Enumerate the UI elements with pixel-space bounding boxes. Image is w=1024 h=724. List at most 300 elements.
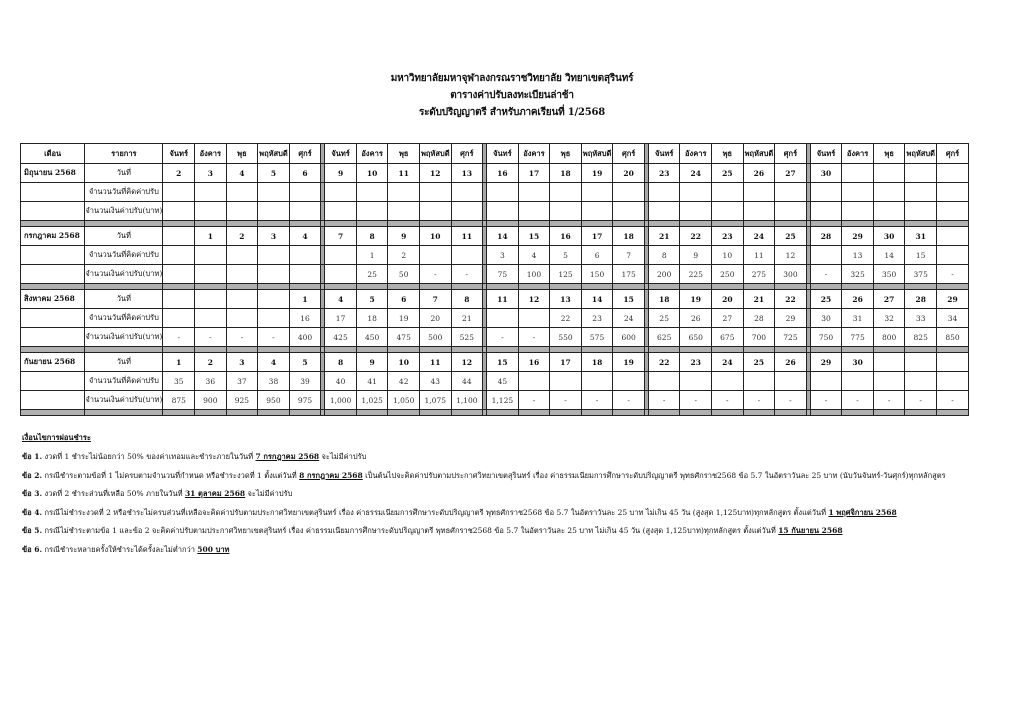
fine-amount-cell: 200 — [648, 265, 680, 284]
date-cell: 25 — [775, 227, 807, 246]
date-cell: 23 — [712, 227, 744, 246]
date-cell — [258, 290, 290, 309]
row-label: จำนวนวันที่คิดค่าปรับ — [85, 309, 163, 328]
row-label: วันที่ — [85, 290, 163, 309]
gap-cell — [21, 410, 85, 416]
fine-amount-cell: - — [712, 391, 744, 410]
date-cell: 9 — [388, 227, 420, 246]
fine-days-cell: 10 — [712, 246, 744, 265]
fine-days-cell — [873, 372, 905, 391]
fine-amount-cell: - — [613, 391, 645, 410]
header-weekday: พฤหัสบดี — [581, 144, 613, 164]
row-label: จำนวนวันที่คิดค่าปรับ — [85, 183, 163, 202]
date-cell — [936, 164, 968, 183]
fine-days-cell — [905, 372, 937, 391]
month-label: สิงหาคม 2568 — [21, 290, 85, 309]
gap-cell — [581, 410, 613, 416]
date-cell — [905, 164, 937, 183]
header-weekday: จันทร์ — [163, 144, 195, 164]
date-cell: 5 — [289, 353, 321, 372]
fine-days-cell — [195, 309, 227, 328]
fine-days-cell: 19 — [388, 309, 420, 328]
row-label: จำนวนเงินค่าปรับ(บาท) — [85, 328, 163, 347]
date-cell: 25 — [712, 164, 744, 183]
fine-amount-cell: 800 — [873, 328, 905, 347]
header-weekday: ศุกร์ — [936, 144, 968, 164]
fine-days-cell: 39 — [289, 372, 321, 391]
fine-days-cell — [258, 309, 290, 328]
fine-days-cell: 42 — [388, 372, 420, 391]
date-cell — [905, 353, 937, 372]
fine-amount-cell: - — [163, 328, 195, 347]
fine-amount-cell — [226, 202, 258, 221]
fine-amount-cell — [451, 202, 483, 221]
fine-amount-cell: - — [518, 391, 550, 410]
row-dates — [21, 227, 969, 246]
date-cell: 4 — [289, 227, 321, 246]
date-cell: 16 — [487, 164, 519, 183]
fine-amount-cell: - — [810, 391, 842, 410]
row-fees — [21, 265, 969, 284]
date-cell: 3 — [258, 227, 290, 246]
fine-amount-cell: 975 — [289, 391, 321, 410]
fine-days-cell: 8 — [648, 246, 680, 265]
row-label: จำนวนเงินค่าปรับ(บาท) — [85, 391, 163, 410]
condition-text-end: จะไม่มีค่าปรับ — [245, 489, 293, 498]
fine-days-cell — [743, 183, 775, 202]
date-cell: 30 — [810, 164, 842, 183]
row-dates — [21, 164, 969, 183]
fine-days-cell — [325, 183, 357, 202]
fine-days-cell — [680, 183, 712, 202]
fine-days-cell: 34 — [936, 309, 968, 328]
fine-amount-cell: - — [258, 328, 290, 347]
header-weekday: จันทร์ — [487, 144, 519, 164]
condition-text-end: เป็นต้นไปจะคิดค่าปรับตามประกาศวิทยาเขตสุรินทร์ เรื่อง ค่าธรรมเนียมการศึกษาระดับปริญญาตรี พุทธศักราช2568 ข้อ 5.7 ในอัตราวันละ 25 บาท (นับวันจันทร์-วันศุกร์)ทุกหลักสูตร — [362, 470, 946, 480]
fine-amount-cell — [905, 202, 937, 221]
row-label: จำนวนวันที่คิดค่าปรับ — [85, 246, 163, 265]
fine-days-cell — [873, 183, 905, 202]
conditions-heading: เงื่อนไขการผ่อนชำระ — [22, 433, 91, 442]
header-weekday: อังคาร — [518, 144, 550, 164]
fine-amount-cell: 325 — [842, 265, 874, 284]
condition-item — [22, 545, 1012, 555]
header-weekday: ศุกร์ — [289, 144, 321, 164]
fine-days-cell: 12 — [775, 246, 807, 265]
date-cell: 2 — [195, 353, 227, 372]
fine-amount-cell: 1,000 — [325, 391, 357, 410]
fine-amount-cell: 500 — [419, 328, 451, 347]
gap-cell — [388, 410, 420, 416]
date-cell: 1 — [163, 353, 195, 372]
fine-amount-cell — [810, 202, 842, 221]
fine-days-cell: 26 — [680, 309, 712, 328]
fine-days-cell: 1 — [356, 246, 388, 265]
semester-title: ระดับปริญญาตรี สำหรับภาคเรียนที่ 1/2568 — [418, 107, 606, 118]
gap-cell — [226, 410, 258, 416]
fine-days-cell — [289, 183, 321, 202]
fine-days-cell: 29 — [775, 309, 807, 328]
fine-amount-cell: - — [195, 328, 227, 347]
date-cell: 29 — [810, 353, 842, 372]
header-weekday: พุธ — [550, 144, 582, 164]
fine-amount-cell — [289, 202, 321, 221]
condition-date: 500 บาท — [197, 544, 230, 554]
fine-days-cell: 9 — [680, 246, 712, 265]
date-cell: 7 — [419, 290, 451, 309]
fine-days-cell — [419, 246, 451, 265]
date-cell: 11 — [419, 353, 451, 372]
header-weekday: พฤหัสบดี — [419, 144, 451, 164]
fine-days-cell: 14 — [873, 246, 905, 265]
condition-text: กรณีชำระตามข้อที่ 1 ไม่ครบตามจำนวนที่กำหนด หรือชำระงวดที่ 1 ตั้งแต่วันที่ — [42, 470, 300, 480]
date-cell — [936, 227, 968, 246]
fine-amount-cell: 50 — [388, 265, 420, 284]
row-days — [21, 309, 969, 328]
gap-cell — [195, 410, 227, 416]
fine-amount-cell — [289, 265, 321, 284]
fine-amount-cell — [258, 265, 290, 284]
date-cell: 15 — [613, 290, 645, 309]
fine-amount-cell: 625 — [648, 328, 680, 347]
fine-amount-cell: 925 — [226, 391, 258, 410]
fine-days-cell — [842, 183, 874, 202]
month-label — [21, 183, 85, 202]
date-cell: 17 — [550, 353, 582, 372]
header-weekday: จันทร์ — [325, 144, 357, 164]
date-cell: 26 — [743, 164, 775, 183]
condition-date: 8 กรกฎาคม 2568 — [299, 470, 363, 480]
date-cell: 16 — [518, 353, 550, 372]
fine-amount-cell: - — [680, 391, 712, 410]
header-weekday: พฤหัสบดี — [905, 144, 937, 164]
gap-cell — [289, 410, 321, 416]
fine-days-cell — [163, 246, 195, 265]
fine-amount-cell: - — [419, 265, 451, 284]
row-days — [21, 372, 969, 391]
fine-days-cell — [743, 372, 775, 391]
fine-days-cell — [325, 246, 357, 265]
fine-days-cell — [775, 183, 807, 202]
fine-amount-cell: - — [775, 391, 807, 410]
date-cell: 3 — [226, 353, 258, 372]
fine-days-cell: 25 — [648, 309, 680, 328]
fine-amount-cell: - — [581, 391, 613, 410]
date-cell: 26 — [842, 290, 874, 309]
fine-amount-cell: - — [905, 391, 937, 410]
fine-days-cell: 13 — [842, 246, 874, 265]
fine-days-cell — [581, 372, 613, 391]
date-cell: 22 — [648, 353, 680, 372]
fine-days-cell: 44 — [451, 372, 483, 391]
date-cell: 16 — [550, 227, 582, 246]
month-label — [21, 309, 85, 328]
fine-amount-cell — [613, 202, 645, 221]
gap-cell — [550, 410, 582, 416]
header-weekday: พุธ — [388, 144, 420, 164]
date-cell: 18 — [613, 227, 645, 246]
fine-days-cell: 27 — [712, 309, 744, 328]
date-cell: 11 — [451, 227, 483, 246]
fine-days-cell: 43 — [419, 372, 451, 391]
header-month: เดือน — [21, 144, 85, 164]
date-cell: 28 — [905, 290, 937, 309]
fine-amount-cell: - — [550, 391, 582, 410]
payment-conditions — [22, 432, 1012, 563]
date-cell: 5 — [258, 164, 290, 183]
gap-cell — [419, 410, 451, 416]
date-cell: 20 — [613, 164, 645, 183]
fine-days-cell: 36 — [195, 372, 227, 391]
late-fee-table — [20, 143, 969, 416]
date-cell: 5 — [356, 290, 388, 309]
fine-days-cell: 30 — [810, 309, 842, 328]
row-label: จำนวนวันที่คิดค่าปรับ — [85, 372, 163, 391]
fine-amount-cell: - — [518, 328, 550, 347]
fine-amount-cell: 575 — [581, 328, 613, 347]
date-cell: 7 — [325, 227, 357, 246]
fine-days-cell — [581, 183, 613, 202]
fine-amount-cell: 250 — [712, 265, 744, 284]
fine-days-cell: 33 — [905, 309, 937, 328]
fine-amount-cell — [487, 202, 519, 221]
fine-amount-cell — [842, 202, 874, 221]
row-days — [21, 183, 969, 202]
gap-cell — [810, 410, 842, 416]
date-cell: 27 — [775, 164, 807, 183]
date-cell — [873, 353, 905, 372]
fine-amount-cell: 850 — [936, 328, 968, 347]
date-cell — [226, 290, 258, 309]
date-cell: 28 — [810, 227, 842, 246]
fine-amount-cell: 350 — [873, 265, 905, 284]
date-cell: 6 — [388, 290, 420, 309]
fine-days-cell: 40 — [325, 372, 357, 391]
date-cell: 1 — [195, 227, 227, 246]
month-separator-row — [21, 410, 969, 416]
fine-days-cell: 5 — [550, 246, 582, 265]
condition-text: งวดที่ 1 ชำระไม่น้อยกว่า 50% ของค่าเทอมและชำระภายในวันที่ — [42, 452, 256, 461]
gap-cell — [325, 410, 357, 416]
date-cell: 8 — [451, 290, 483, 309]
condition-text: กรณีไม่ชำระงวดที่ 2 หรือชำระไม่ครบส่วนที่เหลือจะคิดค่าปรับตามประกาศวิทยาเขตสุรินทร์ เรื่อง ค่าธรรมเนียมการศึกษาระดับปริญญาตรี พุทธศักราช2568 ข้อ 5.7 ในอัตราวันละ 25 บาท ไม่เกิน 45 วัน (สูงสุด 1,125บาท)ทุกหลักสูตร ตั้งแต่วันที่ — [42, 507, 829, 517]
date-cell: 30 — [842, 353, 874, 372]
date-cell: 4 — [258, 353, 290, 372]
condition-date: 1 พฤศจิกายน 2568 — [828, 507, 897, 517]
fine-days-cell — [775, 372, 807, 391]
condition-item — [22, 508, 1012, 518]
condition-item — [22, 471, 1012, 481]
fine-amount-cell — [581, 202, 613, 221]
row-dates — [21, 353, 969, 372]
table-header-row — [21, 144, 969, 164]
university-title: มหาวิทยาลัยมหาจุฬาลงกรณราชวิทยาลัย วิทยาเขตสุรินทร์ — [390, 73, 634, 84]
month-label — [21, 328, 85, 347]
fine-amount-cell: - — [226, 328, 258, 347]
row-label: จำนวนเงินค่าปรับ(บาท) — [85, 265, 163, 284]
fine-days-cell: 23 — [581, 309, 613, 328]
date-cell — [873, 164, 905, 183]
fine-amount-cell: 600 — [613, 328, 645, 347]
date-cell: 18 — [648, 290, 680, 309]
row-days — [21, 246, 969, 265]
month-label — [21, 265, 85, 284]
date-cell — [195, 290, 227, 309]
date-cell: 2 — [226, 227, 258, 246]
fine-days-cell — [518, 372, 550, 391]
fine-days-cell: 22 — [550, 309, 582, 328]
fine-amount-cell: - — [936, 391, 968, 410]
date-cell: 18 — [550, 164, 582, 183]
fine-days-cell — [550, 372, 582, 391]
header-weekday: พฤหัสบดี — [258, 144, 290, 164]
fine-days-cell: 41 — [356, 372, 388, 391]
date-cell: 18 — [581, 353, 613, 372]
fine-amount-cell: - — [936, 265, 968, 284]
row-label: วันที่ — [85, 164, 163, 183]
fine-amount-cell: 1,025 — [356, 391, 388, 410]
gap-cell — [743, 410, 775, 416]
fine-amount-cell: 400 — [289, 328, 321, 347]
date-cell: 10 — [419, 227, 451, 246]
fine-amount-cell: - — [842, 391, 874, 410]
fine-days-cell — [810, 372, 842, 391]
condition-text-end: จะไม่มีค่าปรับ — [319, 452, 367, 461]
header-weekday: อังคาร — [680, 144, 712, 164]
fine-days-cell — [388, 183, 420, 202]
fine-days-cell — [356, 183, 388, 202]
fine-days-cell: 6 — [581, 246, 613, 265]
fine-days-cell: 24 — [613, 309, 645, 328]
header-weekday: จันทร์ — [810, 144, 842, 164]
fine-days-cell — [289, 246, 321, 265]
fine-amount-cell — [550, 202, 582, 221]
month-label — [21, 246, 85, 265]
date-cell: 10 — [356, 164, 388, 183]
condition-number: ข้อ 1. — [22, 452, 43, 461]
header-weekday: ศุกร์ — [451, 144, 483, 164]
fine-amount-cell — [226, 265, 258, 284]
month-label — [21, 202, 85, 221]
header-weekday: พุธ — [226, 144, 258, 164]
fine-days-cell: 35 — [163, 372, 195, 391]
fine-days-cell — [226, 309, 258, 328]
fine-amount-cell: 300 — [775, 265, 807, 284]
fine-amount-cell — [936, 202, 968, 221]
date-cell: 19 — [581, 164, 613, 183]
condition-number: ข้อ 5. — [22, 526, 43, 535]
gap-cell — [775, 410, 807, 416]
fine-amount-cell — [873, 202, 905, 221]
fine-amount-cell — [356, 202, 388, 221]
condition-text: งวดที่ 2 ชำระส่วนที่เหลือ 50% ภายในวันที่ — [42, 489, 185, 498]
row-label: จำนวนเงินค่าปรับ(บาท) — [85, 202, 163, 221]
gap-cell — [85, 410, 163, 416]
fine-days-cell — [648, 372, 680, 391]
fine-amount-cell — [648, 202, 680, 221]
date-cell — [936, 353, 968, 372]
condition-text: กรณีไม่ชำระตามข้อ 1 และข้อ 2 จะคิดค่าปรับตามประกาศวิทยาเขตสุรินทร์ เรื่อง ค่าธรรมเนียมการศึกษาระดับปริญญาตรี พุทธศักราช2568 ข้อ 5.7 ในอัตราวันละ 25 บาท ไม่เกิน 45 วัน (สูงสุด 1,125บาท)ทุกหลักสูตร ตั้งแต่วันที่ — [42, 526, 779, 535]
row-fees — [21, 328, 969, 347]
date-cell: 15 — [518, 227, 550, 246]
fine-amount-cell: 750 — [810, 328, 842, 347]
fine-amount-cell — [325, 202, 357, 221]
fine-days-cell: 15 — [905, 246, 937, 265]
fine-days-cell: 2 — [388, 246, 420, 265]
row-fees — [21, 391, 969, 410]
fine-amount-cell: 650 — [680, 328, 712, 347]
date-cell: 21 — [743, 290, 775, 309]
condition-date: 31 ตุลาคม 2568 — [184, 489, 246, 498]
fine-days-cell — [163, 183, 195, 202]
fine-amount-cell — [388, 202, 420, 221]
document-header — [0, 70, 1024, 121]
date-cell — [842, 164, 874, 183]
date-cell: 24 — [712, 353, 744, 372]
fine-amount-cell — [419, 202, 451, 221]
date-cell: 9 — [356, 353, 388, 372]
header-weekday: พฤหัสบดี — [743, 144, 775, 164]
gap-cell — [613, 410, 645, 416]
fine-amount-cell — [518, 202, 550, 221]
date-cell: 8 — [325, 353, 357, 372]
date-cell: 29 — [842, 227, 874, 246]
fine-amount-cell — [163, 265, 195, 284]
fine-amount-cell — [712, 202, 744, 221]
fine-days-cell: 7 — [613, 246, 645, 265]
month-label — [21, 391, 85, 410]
header-weekday: อังคาร — [195, 144, 227, 164]
fine-days-cell — [195, 183, 227, 202]
header-weekday: อังคาร — [356, 144, 388, 164]
date-cell: 11 — [388, 164, 420, 183]
fine-days-cell: 21 — [451, 309, 483, 328]
fine-days-cell — [810, 183, 842, 202]
fine-amount-cell: 425 — [325, 328, 357, 347]
month-label — [21, 372, 85, 391]
header-weekday: จันทร์ — [648, 144, 680, 164]
date-cell — [163, 290, 195, 309]
fine-days-cell: 4 — [518, 246, 550, 265]
date-cell: 25 — [810, 290, 842, 309]
fine-days-cell — [226, 246, 258, 265]
fine-amount-cell — [195, 202, 227, 221]
fine-days-cell: 18 — [356, 309, 388, 328]
date-cell: 17 — [518, 164, 550, 183]
gap-cell — [648, 410, 680, 416]
header-item: รายการ — [85, 144, 163, 164]
gap-cell — [680, 410, 712, 416]
row-label: วันที่ — [85, 227, 163, 246]
fine-amount-cell: 675 — [712, 328, 744, 347]
fine-amount-cell: 1,100 — [451, 391, 483, 410]
fine-days-cell — [936, 246, 968, 265]
date-cell: 4 — [325, 290, 357, 309]
date-cell: 23 — [680, 353, 712, 372]
date-cell: 19 — [680, 290, 712, 309]
month-label: กันยายน 2568 — [21, 353, 85, 372]
gap-cell — [842, 410, 874, 416]
fine-days-cell — [613, 372, 645, 391]
fine-amount-cell: 275 — [743, 265, 775, 284]
condition-number: ข้อ 3. — [22, 489, 43, 498]
fine-amount-cell: 1,125 — [487, 391, 519, 410]
date-cell: 4 — [226, 164, 258, 183]
date-cell: 9 — [325, 164, 357, 183]
fine-amount-cell: 900 — [195, 391, 227, 410]
gap-cell — [905, 410, 937, 416]
fine-days-cell — [842, 372, 874, 391]
